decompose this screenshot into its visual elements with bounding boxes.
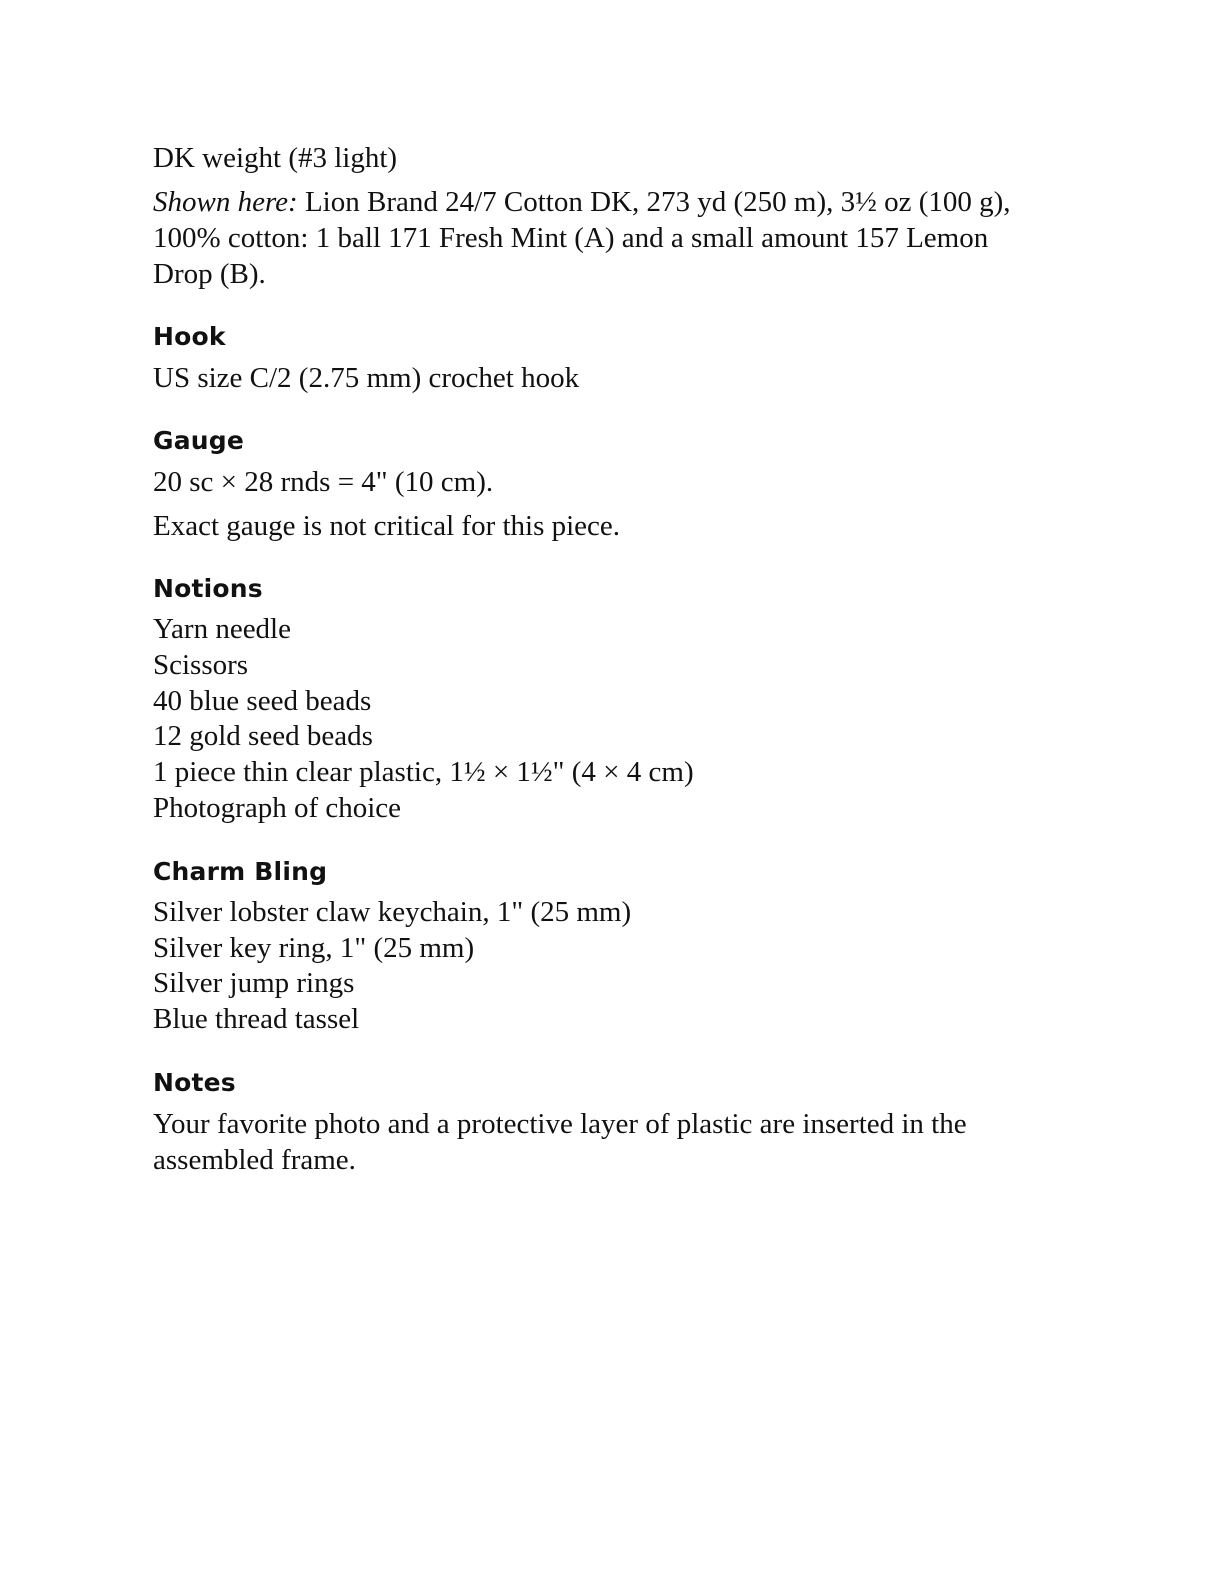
notes-text: Your favorite photo and a protective layer of plastic are inserted in the assembled frame. xyxy=(153,1107,967,1176)
yarn-shown-here xyxy=(153,184,1053,292)
list-item: Silver lobster claw keychain, 1" (25 mm) xyxy=(153,895,632,928)
gauge-line-2: Exact gauge is not critical for this piece. xyxy=(153,510,621,542)
hook-heading: Hook xyxy=(153,322,226,351)
gauge-line-1: 20 sc × 28 rnds = 4" (10 cm). xyxy=(153,466,494,498)
list-item: Photograph of choice xyxy=(153,791,402,824)
charm-bling-section xyxy=(153,855,1053,1038)
list-item: Blue thread tassel xyxy=(153,1003,360,1036)
gauge-section xyxy=(153,424,1053,544)
charm-bling-heading: Charm Bling xyxy=(153,856,328,886)
list-item: Silver key ring, 1" (25 mm) xyxy=(153,931,475,964)
hook-section xyxy=(153,320,1053,396)
notions-heading: Notions xyxy=(153,574,263,603)
materials-page xyxy=(153,140,1053,1178)
gauge-heading: Gauge xyxy=(153,426,245,455)
notions-section xyxy=(153,572,1053,827)
list-item: Silver jump rings xyxy=(153,967,355,1000)
notions-list xyxy=(153,612,1053,827)
shown-here-label: Shown here: xyxy=(153,186,298,218)
list-item: 12 gold seed beads xyxy=(153,720,373,753)
list-item: 40 blue seed beads xyxy=(153,684,372,717)
list-item: Yarn needle xyxy=(153,613,291,645)
shown-here-text: Lion Brand 24/7 Cotton DK, 273 yd (250 m), 3½ oz (100 g), 100% cotton: 1 ball 171 Fresh Mint (A) and a small amount 157 Lemon Drop (B). xyxy=(153,186,1011,290)
charm-bling-list xyxy=(153,895,1053,1038)
notes-heading: Notes xyxy=(153,1067,236,1097)
yarn-weight-line: DK weight (#3 light) xyxy=(153,142,398,174)
hook-text: US size C/2 (2.75 mm) crochet hook xyxy=(153,362,580,394)
list-item: 1 piece thin clear plastic, 1½ × 1½" (4 × 4 cm) xyxy=(153,756,694,789)
list-item: Scissors xyxy=(153,648,249,681)
notes-section xyxy=(153,1066,1053,1178)
